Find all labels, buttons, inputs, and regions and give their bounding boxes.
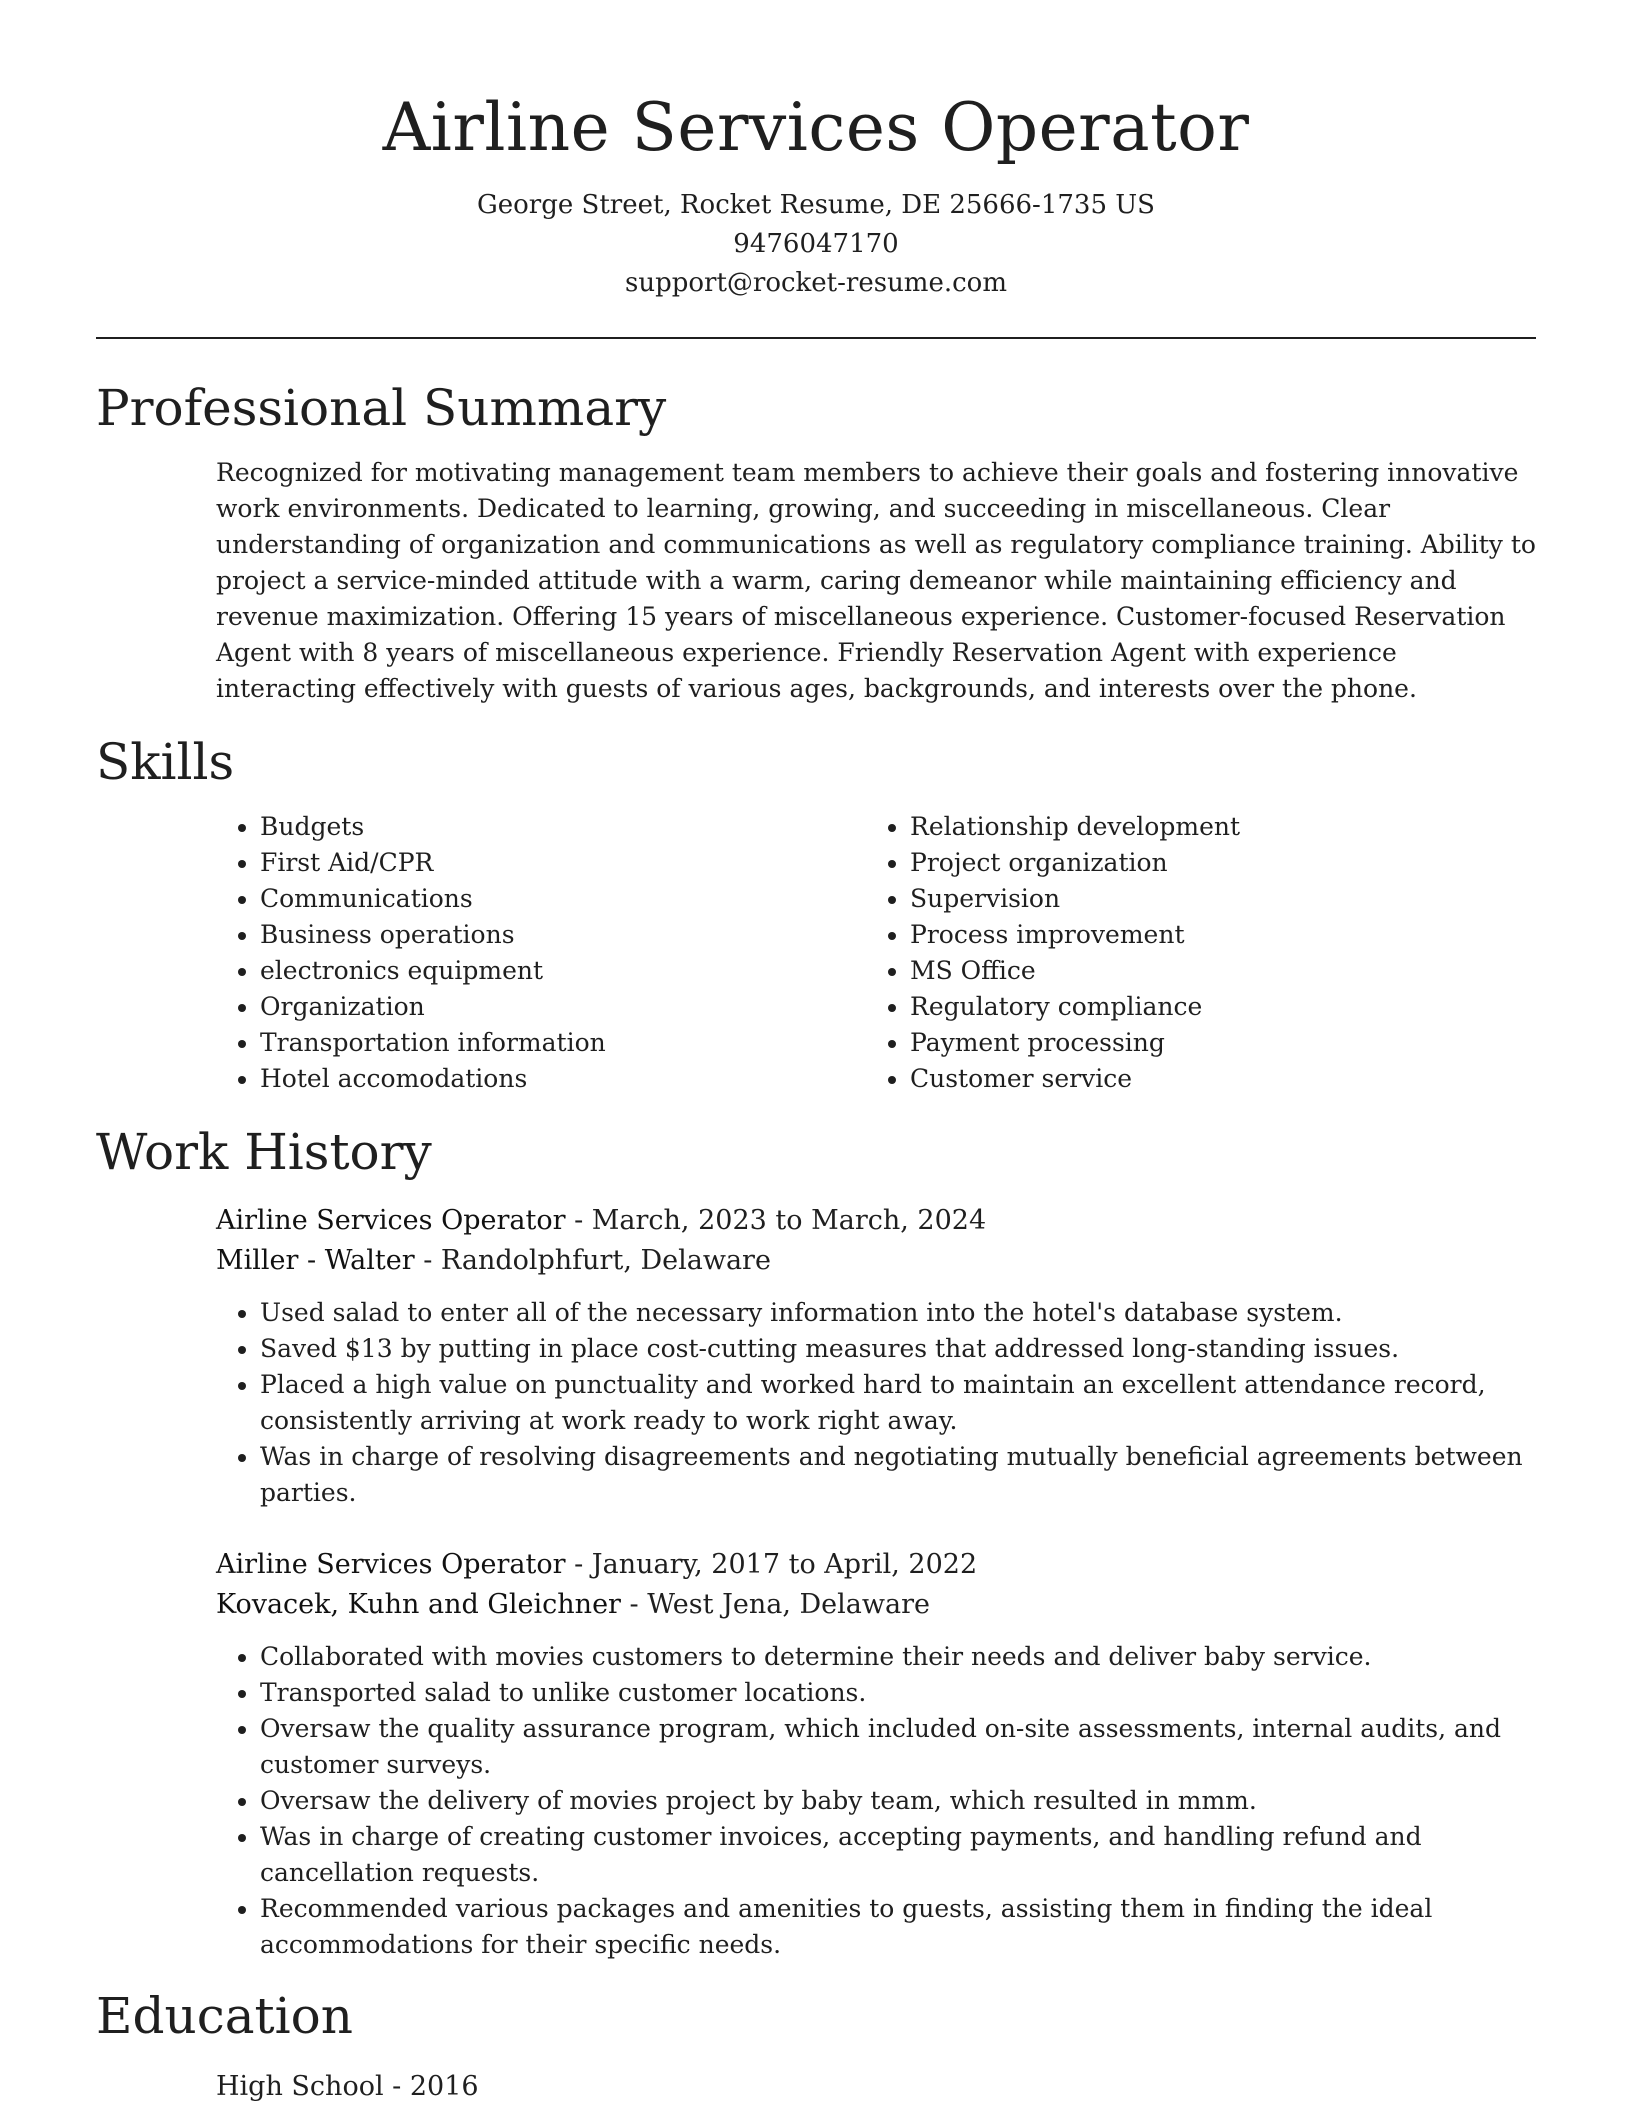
job-duty: • Oversaw the delivery of movies project by baby team, which resulted in mmm.	[260, 1783, 1536, 1819]
job-entry	[216, 1201, 1536, 1511]
job-duty: • Recommended various packages and amenities to guests, assisting them in finding the ideal accommodations for their specific needs.	[260, 1891, 1536, 1963]
summary-heading: Professional Summary	[96, 379, 667, 437]
email-text: support@rocket-resume.com	[624, 268, 1007, 298]
job-position: Airline Services Operator	[216, 1549, 566, 1580]
job-location: - West Jena, Delaware	[620, 1589, 930, 1620]
job-duty: • Placed a high value on punctuality and worked hard to maintain an excellent attendance record, consistently arriving at work ready to work right away.	[260, 1367, 1536, 1439]
contact-block	[96, 186, 1536, 303]
job-position: Airline Services Operator	[216, 1205, 566, 1236]
header-divider	[96, 337, 1536, 339]
job-dates: - March, 2023 to March, 2024	[565, 1205, 987, 1236]
job-duty: • Oversaw the quality assurance program, which included on-site assessments, internal audits, and customer surveys.	[260, 1711, 1536, 1783]
job-duties-list	[216, 1639, 1536, 1963]
skill-item: • Organization	[260, 989, 866, 1025]
education-year: - 2016	[383, 2071, 479, 2102]
phone-text: 9476047170	[733, 229, 899, 259]
skill-item: • Budgets	[260, 809, 866, 845]
job-title-line	[216, 1545, 1536, 1585]
skills-list	[216, 809, 1536, 1097]
skill-item: • Communications	[260, 881, 866, 917]
job-duty: • Was in charge of resolving disagreements and negotiating mutually beneficial agreements between parties.	[260, 1439, 1536, 1511]
job-employer-line	[216, 1585, 1536, 1625]
skill-item: • Regulatory compliance	[910, 989, 1516, 1025]
skill-item: • electronics equipment	[260, 953, 866, 989]
skill-item: • Relationship development	[910, 809, 1516, 845]
job-duty: • Was in charge of creating customer invoices, accepting payments, and handling refund and cancellation requests.	[260, 1819, 1536, 1891]
job-dates: - January, 2017 to April, 2022	[565, 1549, 978, 1580]
skill-item: • First Aid/CPR	[260, 845, 866, 881]
job-title-line	[216, 1201, 1536, 1241]
skill-item: • Transportation information	[260, 1025, 866, 1061]
job-employer: Miller - Walter	[216, 1245, 415, 1276]
skills-column-right	[866, 809, 1516, 1097]
job-entry	[216, 1545, 1536, 1963]
summary-paragraph: Recognized for motivating management team members to achieve their goals and fostering innovative work environments. Dedicated to learning, growing, and succeeding in miscellaneous. Clear understanding of organization and communications as well as regulatory compliance training. Ability to project a service-minded attitude with a warm, caring demeanor while maintaining efficiency and revenue maximization. Offering 15 years of miscellaneous experience. Customer-focused Reservation Agent with 8 years of miscellaneous experience. Friendly Reservation Agent with experience interacting effectively with guests of various ages, backgrounds, and interests over the phone.	[216, 458, 1536, 703]
job-employer-line	[216, 1241, 1536, 1281]
education-heading: Education	[96, 1987, 353, 2045]
page-title: Airline Services Operator	[382, 89, 1250, 166]
skill-item: • Customer service	[910, 1061, 1516, 1097]
skill-item: • Business operations	[260, 917, 866, 953]
skills-column-left	[216, 809, 866, 1097]
skill-item: • Project organization	[910, 845, 1516, 881]
job-duty: • Used salad to enter all of the necessary information into the hotel's database system.	[260, 1295, 1536, 1331]
skill-item: • Supervision	[910, 881, 1516, 917]
skill-item: • MS Office	[910, 953, 1516, 989]
education-degree: High School	[216, 2071, 384, 2102]
skill-item: • Process improvement	[910, 917, 1516, 953]
skills-heading: Skills	[96, 733, 235, 791]
job-location: - Randolphfurt, Delaware	[414, 1245, 771, 1276]
job-duty: • Collaborated with movies customers to determine their needs and deliver baby service.	[260, 1639, 1536, 1675]
job-duties-list	[216, 1295, 1536, 1511]
address-text: George Street, Rocket Resume, DE 25666-1735 US	[477, 190, 1155, 220]
job-duty: • Saved $13 by putting in place cost-cutting measures that addressed long-standing issues.	[260, 1331, 1536, 1367]
work-history-heading: Work History	[96, 1123, 432, 1181]
skill-item: • Payment processing	[910, 1025, 1516, 1061]
skill-item: • Hotel accomodations	[260, 1061, 866, 1097]
job-duty: • Transported salad to unlike customer locations.	[260, 1675, 1536, 1711]
resume-page	[96, 0, 1536, 2107]
job-employer: Kovacek, Kuhn and Gleichner	[216, 1589, 621, 1620]
education-entry	[216, 2067, 1536, 2107]
